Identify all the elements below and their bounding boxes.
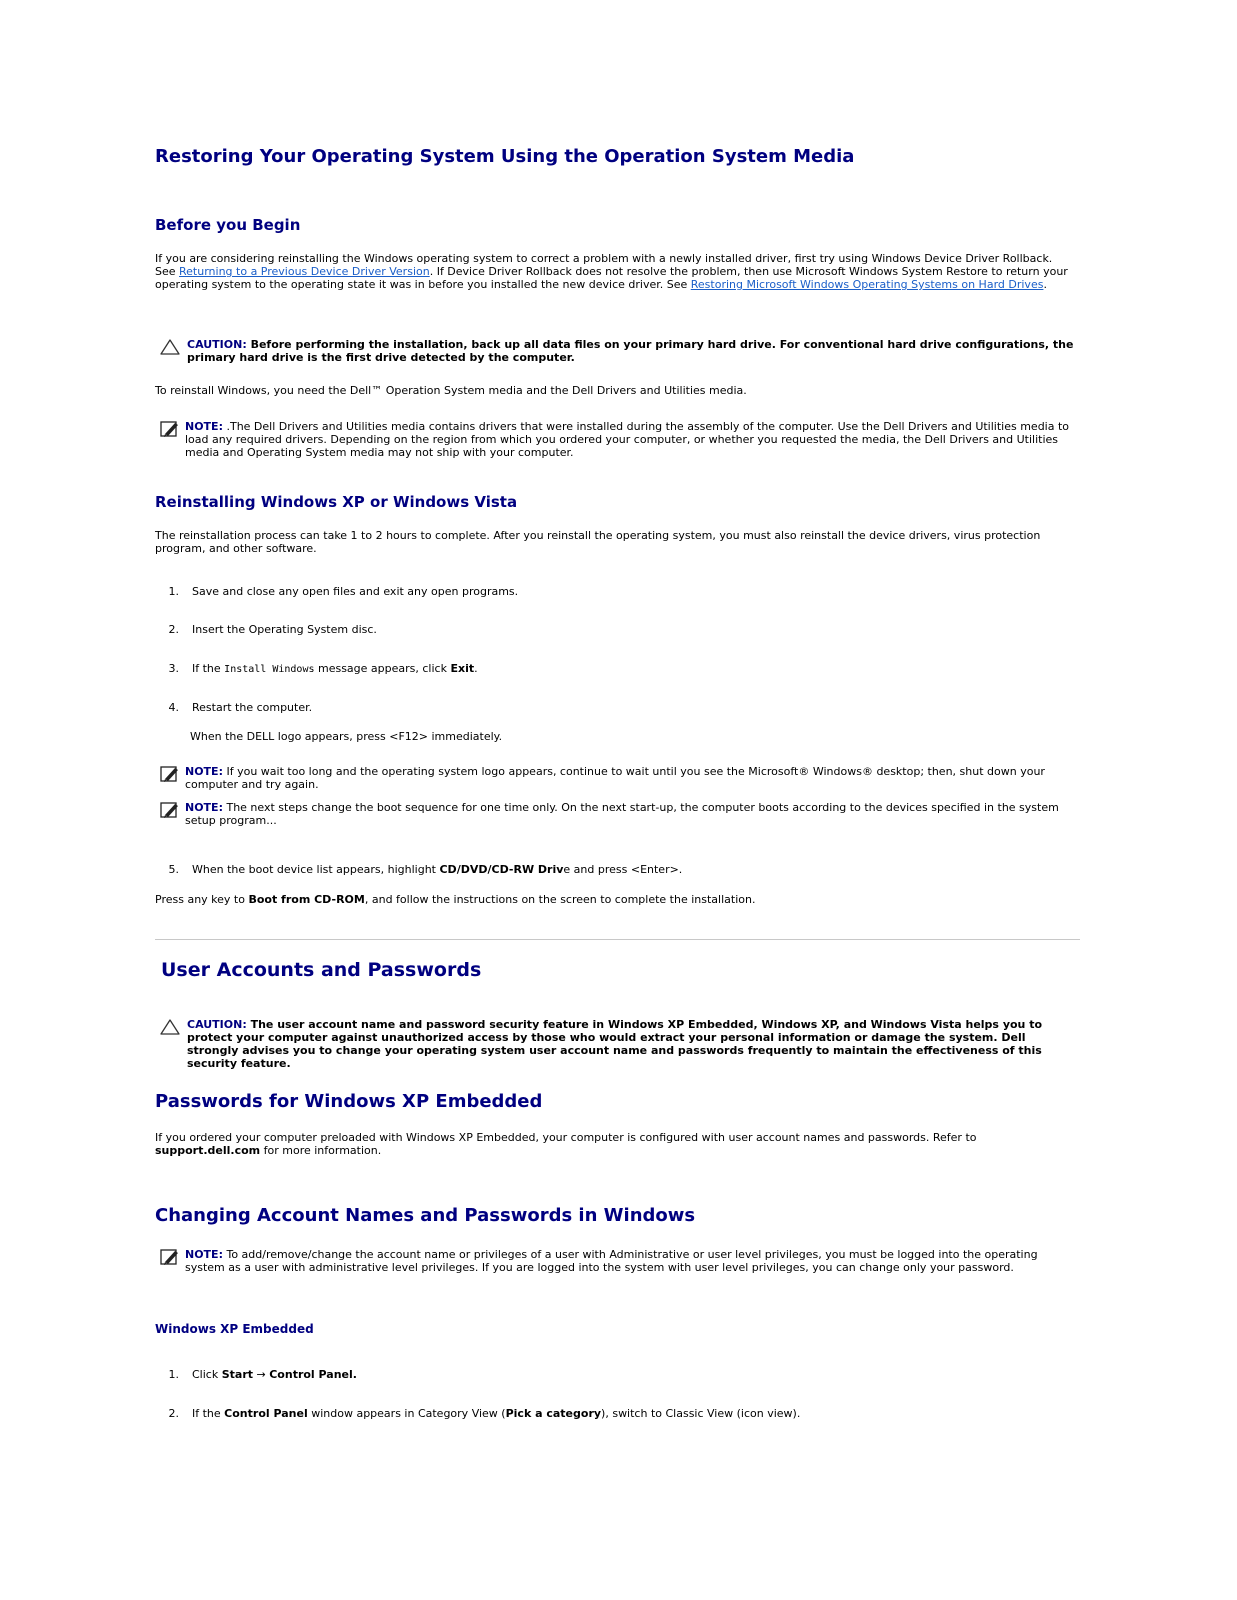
note-pencil-icon — [159, 420, 181, 438]
xpe-step2-text-c: ), switch to Classic View (icon view). — [601, 1407, 801, 1420]
xpe-step1-text-a: Click — [192, 1368, 222, 1381]
caution-label: CAUTION: — [187, 338, 247, 351]
step-number: 3. — [168, 662, 179, 675]
caution-label: CAUTION: — [187, 1018, 247, 1031]
step-number: 2. — [168, 623, 179, 636]
note-label: NOTE: — [185, 420, 223, 433]
xpe-text-a: If you ordered your computer preloaded with Windows XP Embedded, your computer is configured with user account names and passwords. Refer to — [155, 1131, 977, 1144]
boot-from-cdrom-label: Boot from CD-ROM — [248, 893, 365, 906]
support-site-label: support.dell.com — [155, 1144, 261, 1157]
step-number: 2. — [168, 1407, 179, 1420]
section-divider — [155, 939, 1080, 940]
final-instruction — [155, 893, 1075, 906]
arrow-right-icon: → — [253, 1368, 270, 1381]
cd-dvd-drive-label: CD/DVD/CD-RW Driv — [439, 863, 564, 876]
exit-label: Exit — [450, 662, 475, 675]
step3-text-a: If the — [192, 662, 225, 675]
step-text — [192, 1368, 1080, 1381]
caution-triangle-icon — [159, 1018, 181, 1036]
step4-subtext: When the DELL logo appears, press <F12> immediately. — [190, 730, 503, 743]
note-body: .The Dell Drivers and Utilities media contains drivers that were installed during the assembly of the computer. Use the Dell Drivers and Utilities media to load any required drivers. Depending on the region from which you ordered your computer, or whether you requested the media, the Dell Drivers and Utilities media and Operating System media may not ship with your computer. — [185, 420, 1070, 459]
step-text: Restart the computer. — [192, 701, 313, 714]
caution-triangle-icon — [159, 338, 181, 356]
heading-reinstalling: Reinstalling Windows XP or Windows Vista — [155, 493, 518, 511]
note-pencil-icon — [159, 1248, 181, 1266]
step-number: 4. — [168, 701, 179, 714]
step3-text-c: . — [474, 662, 478, 675]
start-label: Start — [221, 1368, 254, 1381]
xpe-paragraph — [155, 1131, 1075, 1157]
heading-changing-accounts: Changing Account Names and Passwords in Windows — [155, 1205, 696, 1226]
reinstall-requirements: To reinstall Windows, you need the Dell™ Operation System media and the Dell Drivers and Utilities media. — [155, 384, 747, 397]
xpe-step2-text-a: If the — [192, 1407, 225, 1420]
caution-backup-text — [187, 338, 1080, 364]
note-pencil-icon — [159, 765, 181, 783]
step-text — [192, 1407, 1080, 1420]
heading-user-accounts: User Accounts and Passwords — [161, 959, 482, 981]
step5-text-a: When the boot device list appears, highlight — [192, 863, 440, 876]
final-text-a: Press any key to — [155, 893, 249, 906]
caution-body: Before performing the installation, back up all data files on your primary hard drive. For conventional hard drive configurations, the primary hard drive is the first drive detected by the computer. — [187, 338, 1074, 364]
note-body: To add/remove/change the account name or privileges of a user with Administrative or user level privileges, you must be logged into the operating system as a user with administrative level privileges. If you are logged into the system with user level privileges, you can change only your password. — [185, 1248, 1038, 1274]
caution-body: The user account name and password security feature in Windows XP Embedded, Windows XP, and Windows Vista helps you to protect your computer against unauthorized access by those who would extract your personal information or damage the system. Dell strongly advises you to change your operating system user account name and passwords frequently to maintain the effectiveness of this security feature. — [187, 1018, 1043, 1070]
link-previous-driver-version[interactable]: Returning to a Previous Device Driver Version — [179, 265, 430, 278]
note-wait-text — [185, 765, 1080, 791]
before-text-b: . If Device Driver Rollback does not resolve the problem, then use Microsoft Windows System Restore to return your operating system to the operating state it was in before you installed the new device driver. See — [155, 265, 1068, 291]
heading-windows-xpe: Windows XP Embedded — [155, 1322, 314, 1336]
pick-a-category-label: Pick a category — [505, 1407, 602, 1420]
link-restoring-windows[interactable]: Restoring Microsoft Windows Operating Systems on Hard Drives — [690, 278, 1044, 291]
before-text-a: If you are considering reinstalling the Windows operating system to correct a problem with a newly installed driver, first try using Windows Device Driver Rollback. See — [155, 252, 1053, 278]
xpe-step2-text-b: window appears in Category View ( — [307, 1407, 506, 1420]
note-pencil-icon — [159, 801, 181, 819]
before-paragraph — [155, 252, 1075, 291]
step5-text-b: e and press <Enter>. — [563, 863, 683, 876]
step-text — [192, 662, 1080, 676]
note-drivers-text — [185, 420, 1080, 459]
note-boot-text — [185, 801, 1080, 827]
before-text-c: . — [1043, 278, 1047, 291]
control-panel-label: Control Panel. — [269, 1368, 357, 1381]
step-number: 1. — [168, 1368, 179, 1381]
note-label: NOTE: — [185, 801, 223, 814]
heading-passwords-xpe: Passwords for Windows XP Embedded — [155, 1091, 543, 1112]
step-text: Insert the Operating System disc. — [192, 623, 377, 636]
caution-security-text — [187, 1018, 1080, 1070]
note-admin-text — [185, 1248, 1080, 1274]
note-body: If you wait too long and the operating system logo appears, continue to wait until you see the Microsoft® Windows® desktop; then, shut down your computer and try again. — [185, 765, 1045, 791]
step-text — [192, 863, 1080, 876]
note-label: NOTE: — [185, 765, 223, 778]
heading-before-you-begin: Before you Begin — [155, 216, 301, 234]
step-number: 5. — [168, 863, 179, 876]
xpe-text-b: for more information. — [260, 1144, 382, 1157]
page-title: Restoring Your Operating System Using the Operation System Media — [155, 146, 855, 167]
step-text: Save and close any open files and exit any open programs. — [192, 585, 519, 598]
note-label: NOTE: — [185, 1248, 223, 1261]
final-text-b: , and follow the instructions on the screen to complete the installation. — [364, 893, 756, 906]
note-body: The next steps change the boot sequence for one time only. On the next start-up, the computer boots according to the devices specified in the system setup program... — [185, 801, 1059, 827]
install-windows-message: Install Windows — [224, 664, 315, 675]
control-panel-window-label: Control Panel — [224, 1407, 308, 1420]
step3-text-b: message appears, click — [314, 662, 451, 675]
step-number: 1. — [168, 585, 179, 598]
reinstall-intro: The reinstallation process can take 1 to 2 hours to complete. After you reinstall the operating system, you must also reinstall the device drivers, virus protection program, and other software. — [155, 529, 1041, 555]
